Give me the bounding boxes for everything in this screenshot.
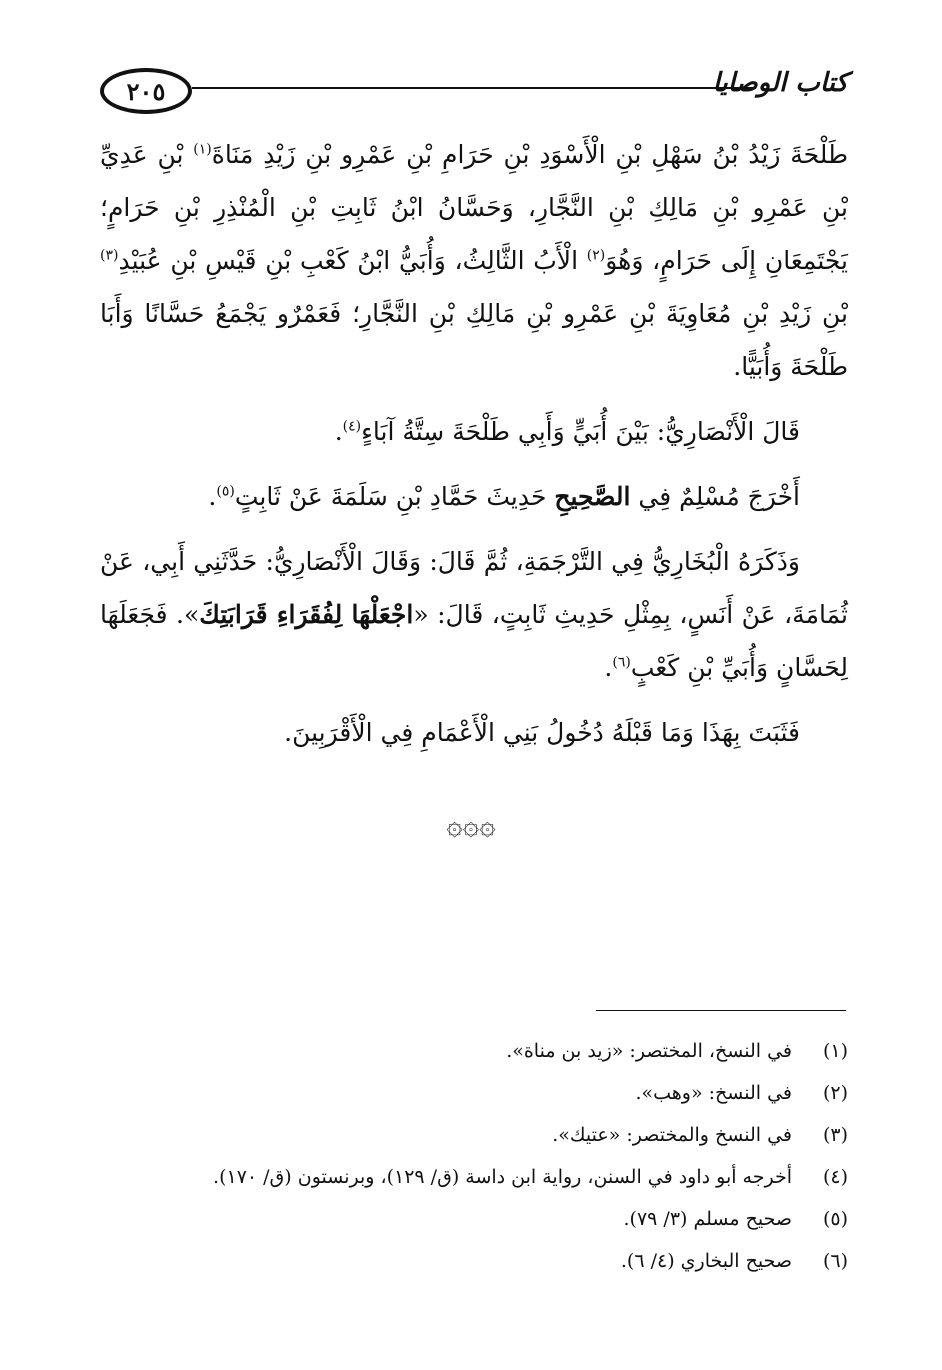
footnote-text: أخرجه أبو داود في السنن، رواية ابن داسة (ق/ ١٢٩)، وبرنستون (ق/ ١٧٠).: [213, 1166, 792, 1188]
footnote-number: (٢): [822, 1082, 848, 1104]
paragraph: [100, 470, 848, 523]
paragraph-text: بْنِ عَدِيِّ بْنِ عَمْرِو بْنِ مَالِكِ بْنِ النَّجَّارِ، وَحَسَّانُ ابْنُ ثَابِتِ بْنِ الْمُنْذِرِ بْنِ حَرَامٍ؛ يَجْتَمِعَانِ إِلَى حَرَامٍ، وَهُوَ: [100, 140, 848, 275]
footnote-text: صحيح مسلم (٣/ ٧٩).: [623, 1208, 792, 1230]
paragraph-text: .: [604, 653, 613, 682]
footnote-number: (٣): [822, 1124, 848, 1146]
footnote-text: في النسخ، المختصر: «زيد بن مناة».: [506, 1040, 792, 1062]
paragraph: [100, 405, 848, 458]
paragraph-text: .: [208, 482, 217, 511]
footnote-ref: (٣): [100, 247, 119, 264]
footnote-number: (٦): [822, 1250, 848, 1272]
body-text: [100, 128, 848, 771]
footnote-item: [100, 1198, 848, 1240]
book-title: كتاب الوصايا: [712, 68, 848, 98]
footnote-text: في النسخ والمختصر: «عتيك».: [552, 1124, 792, 1146]
paragraph: [100, 128, 848, 393]
footnote-number: (٤): [822, 1166, 848, 1188]
footnote-number: (١): [822, 1040, 848, 1062]
bold-text: الصَّحِيحِ: [554, 482, 631, 511]
footnote-ref: (٥): [216, 483, 235, 500]
paragraph-text: ». فَجَعَلَهَا لِحَسَّانٍ وَأُبَيِّ بْنِ كَعْبٍ: [100, 600, 848, 682]
page-header: [100, 62, 848, 118]
footnote-rule: [596, 1010, 846, 1011]
footnote-item: [100, 1072, 848, 1114]
bold-text: اجْعَلْهَا لِفُقَرَاءِ قَرَابَتِكَ: [199, 600, 414, 629]
paragraph-text: طَلْحَةَ زَيْدُ بْنُ سَهْلِ بْنِ الْأَسْوَدِ بْنِ حَرَامِ بْنِ عَمْرِو بْنِ زَيْدِ مَنَاةَ: [211, 140, 848, 169]
footnotes: [100, 1030, 848, 1282]
footnote-number: (٥): [822, 1208, 848, 1230]
paragraph-text: وَذَكَرَهُ الْبُخَارِيُّ فِي التَّرْجَمَةِ، ثُمَّ قَالَ: وَقَالَ الْأَنْصَارِيُّ: حَدَّثَنِي أَبِي، عَنْ ثُمَامَةَ، عَنْ أَنَسٍ، بِمِثْلِ حَدِيثِ ثَابِتٍ، قَالَ: «: [100, 547, 848, 629]
section-ornament: ۞۞۞: [446, 808, 496, 841]
paragraph-text: أَخْرَجَ مُسْلِمٌ فِي: [630, 482, 800, 511]
paragraph: [100, 706, 848, 759]
paragraph: [100, 535, 848, 694]
footnote-item: [100, 1240, 848, 1282]
footnote-ref: (٤): [342, 418, 362, 435]
paragraph-text: قَالَ الْأَنْصَارِيُّ: بَيْنَ أُبَيٍّ وَأَبِي طَلْحَةَ سِتَّةُ آبَاءٍ: [361, 417, 800, 446]
paragraph-text: حَدِيثَ حَمَّادِ بْنِ سَلَمَةَ عَنْ ثَابِتٍ: [234, 482, 555, 511]
header-rule: [192, 87, 756, 89]
footnote-text: في النسخ: «وهب».: [635, 1082, 792, 1104]
paragraph-text: بْنِ زَيْدِ بْنِ مُعَاوِيَةَ بْنِ عَمْرِو بْنِ مَالِكِ بْنِ النَّجَّارِ؛ فَعَمْرٌو يَجْمَعُ حَسَّانًا وَأَبَا طَلْحَةَ وَأُبَيًّا.: [100, 299, 848, 381]
footnote-text: صحيح البخاري (٤/ ٦).: [620, 1250, 792, 1272]
footnote-ref: (٦): [612, 654, 631, 671]
footnote-item: [100, 1030, 848, 1072]
paragraph-text: .: [334, 417, 343, 446]
footnote-item: [100, 1156, 848, 1198]
paragraph-text: الْأَبُ الثَّالِثُ، وَأُبَيُّ ابْنُ كَعْبِ بْنِ قَيْسِ بْنِ عُبَيْدِ: [118, 246, 587, 275]
footnote-ref: (١): [193, 141, 212, 158]
paragraph-text: فَثَبَتَ بِهَذَا وَمَا قَبْلَهُ دُخُولُ بَنِي الْأَعْمَامِ فِي الْأَقْرَبِينَ.: [284, 718, 800, 747]
footnote-ref: (٢): [586, 247, 606, 264]
page-number: ٢٠٥: [100, 68, 192, 114]
footnote-item: [100, 1114, 848, 1156]
